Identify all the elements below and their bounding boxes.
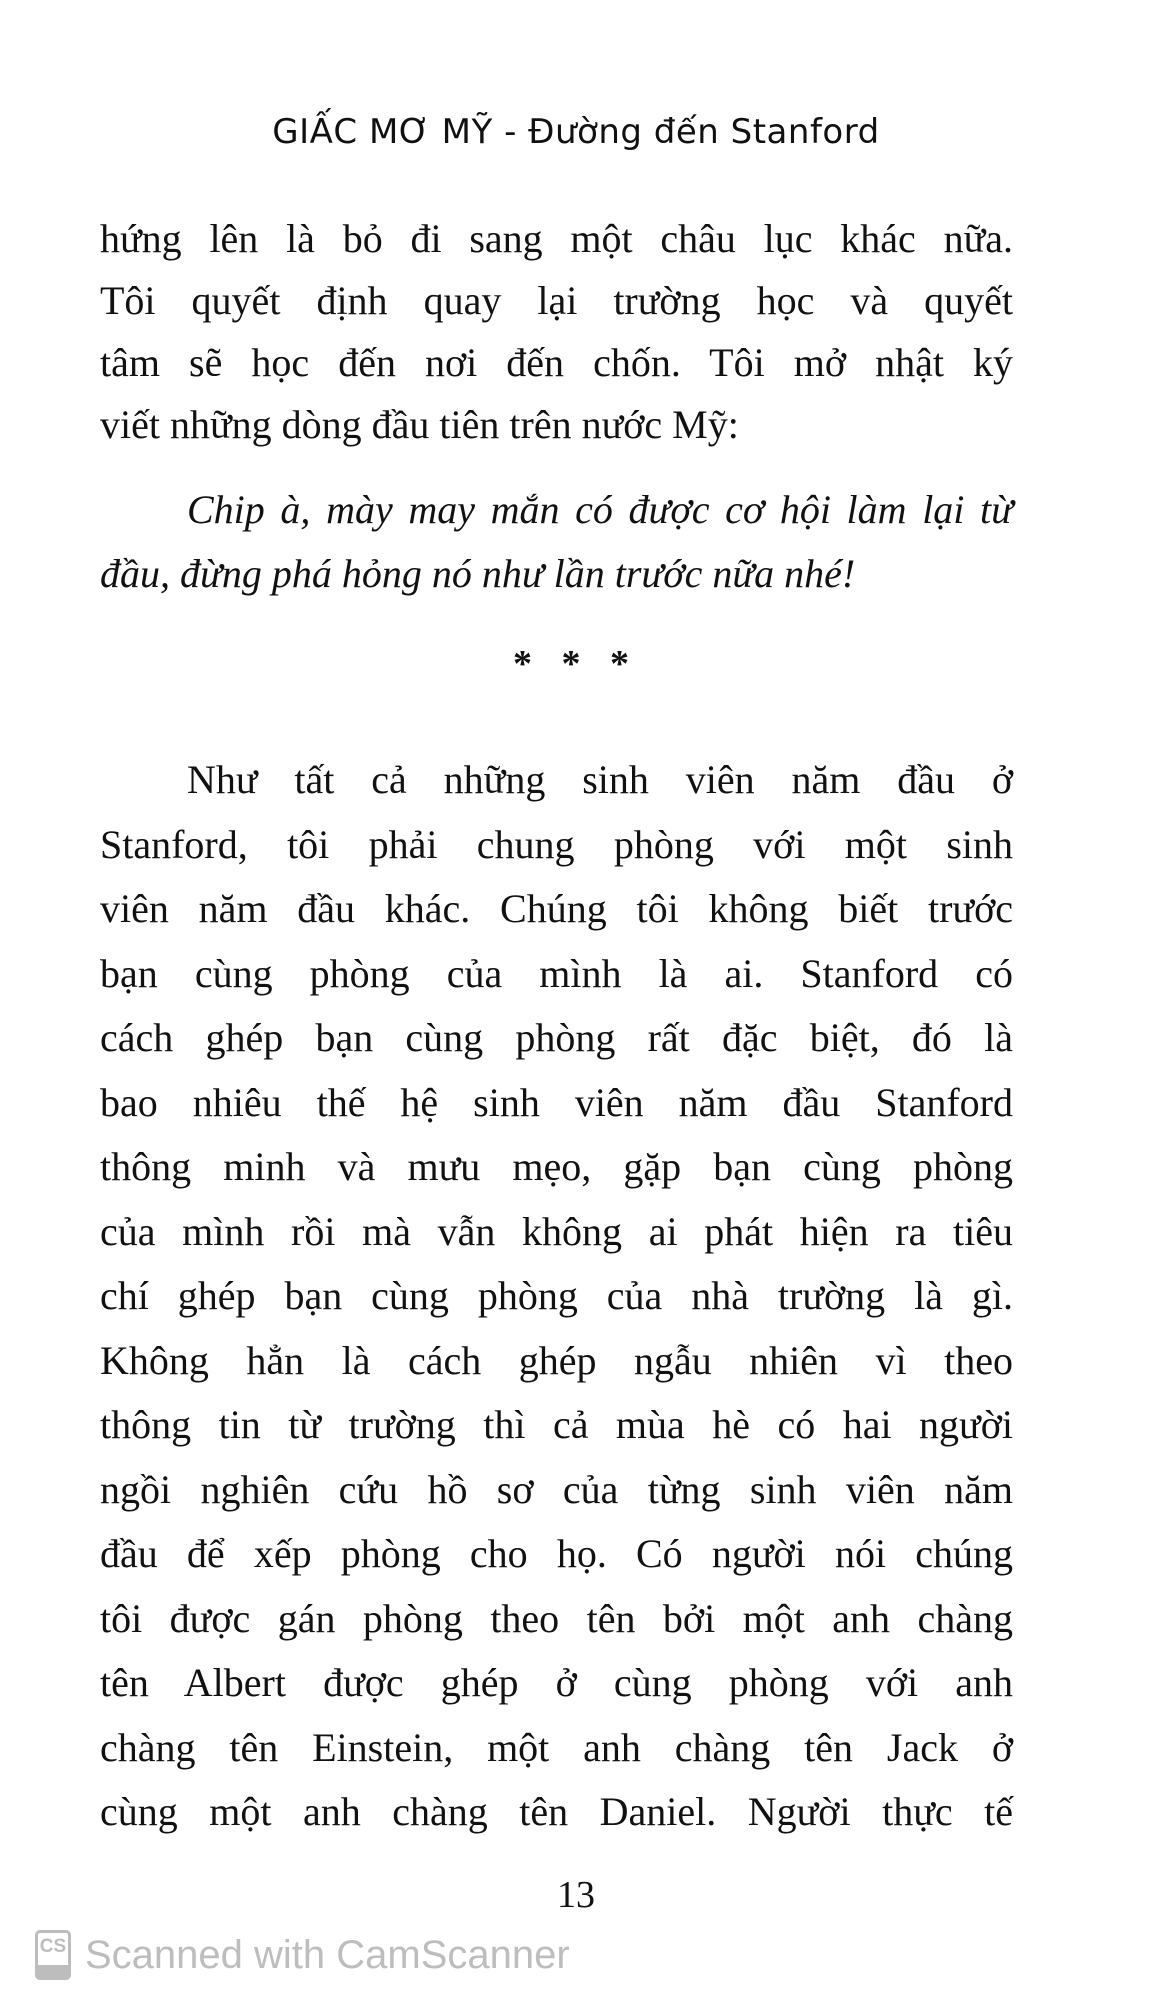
text-line: Như tất cả những sinh viên năm đầu ở	[187, 757, 1013, 802]
text-line: chí ghép bạn cùng phòng của nhà trường là gì.	[100, 1273, 1013, 1318]
camscanner-watermark	[35, 1930, 570, 1980]
text-line: bao nhiêu thế hệ sinh viên năm đầu Stanford	[100, 1079, 1013, 1125]
text-line: viết những dòng đầu tiên trên nước Mỹ:	[100, 402, 739, 447]
text-line: tôi được gán phòng theo tên bởi một anh chàng	[100, 1595, 1013, 1641]
watermark-text: Scanned with CamScanner	[85, 1932, 570, 1977]
page-number: 13	[557, 1874, 595, 1916]
text-line: cùng một anh chàng tên Daniel. Người thực tế	[100, 1789, 1013, 1834]
text-line: thông minh và mưu mẹo, gặp bạn cùng phòng	[100, 1144, 1013, 1189]
running-header: GIẤC MƠ MỸ - Đường đến Stanford	[272, 112, 880, 152]
text-line: đầu để xếp phòng cho họ. Có người nói chúng	[100, 1531, 1013, 1576]
section-separator: * * *	[513, 643, 639, 685]
text-line: viên năm đầu khác. Chúng tôi không biết trước	[100, 886, 1013, 931]
text-line: bạn cùng phòng của mình là ai. Stanford có	[100, 950, 1013, 996]
text-line: ngồi nghiên cứu hồ sơ của từng sinh viên năm	[100, 1466, 1013, 1512]
text-line: tên Albert được ghép ở cùng phòng với anh	[100, 1660, 1013, 1705]
text-line: hứng lên là bỏ đi sang một châu lục khác nữa.	[100, 216, 1013, 261]
text-line: Chip à, mày may mắn có được cơ hội làm lại từ	[187, 487, 1013, 532]
text-line: chàng tên Einstein, một anh chàng tên Jack ở	[100, 1724, 1013, 1770]
text-line: Không hẳn là cách ghép ngẫu nhiên vì theo	[100, 1337, 1013, 1383]
text-line: Stanford, tôi phải chung phòng với một sinh	[100, 821, 1013, 867]
text-line: của mình rồi mà vẫn không ai phát hiện ra tiêu	[100, 1208, 1013, 1254]
text-line: đầu, đừng phá hỏng nó như lần trước nữa nhé!	[100, 551, 856, 596]
text-line: thông tin từ trường thì cả mùa hè có hai người	[100, 1402, 1013, 1447]
camscanner-logo-icon: CS	[35, 1930, 71, 1980]
text-line: tâm sẽ học đến nơi đến chốn. Tôi mở nhật ký	[100, 340, 1013, 385]
text-line: Tôi quyết định quay lại trường học và quyết	[100, 278, 1013, 323]
text-line: cách ghép bạn cùng phòng rất đặc biệt, đó là	[100, 1015, 1013, 1060]
